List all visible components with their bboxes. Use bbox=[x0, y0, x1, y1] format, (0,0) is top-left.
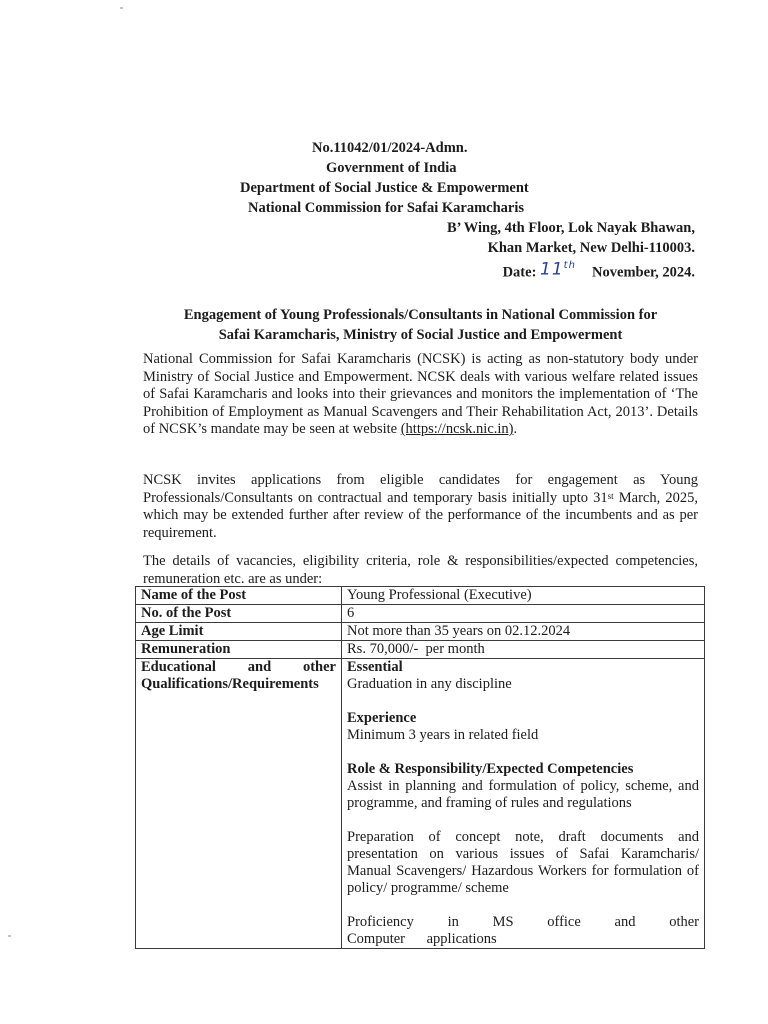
department-name: Department of Social Justice & Empowerment bbox=[240, 180, 529, 196]
scan-speck bbox=[8, 935, 11, 937]
qualifications-details bbox=[342, 659, 705, 949]
subject-line-2: Safai Karamcharis, Ministry of Social Justice and Empowerment bbox=[218, 327, 623, 343]
qualifications-label: Educational and other Qualifications/Requirements bbox=[136, 659, 342, 949]
experience-title: Experience bbox=[347, 710, 417, 726]
table-row bbox=[136, 623, 705, 641]
row-label: No. of the Post bbox=[136, 605, 342, 623]
scan-speck bbox=[120, 7, 123, 9]
row-value: Rs. 70,000/- per month bbox=[342, 641, 705, 659]
paragraph-details-intro: The details of vacancies, eligibility criteria, role & responsibilities/expected competencies, remuneration etc. are as under: bbox=[143, 553, 698, 587]
paragraph-intro: National Commission for Safai Karamcharis (NCSK) is acting as non-statutory body under Ministry of Social Justice and Empowerment. NCSK deals with various welfare related issues of Safai Karamcharis and looks into their grievances and monitors the implementation of ‘The Prohibition of Employment as Manual Scavengers and Their Rehabilitation Act, 2013’. Details of NCSK’s mandate may be seen at website (https://ncsk.nic.in). bbox=[143, 351, 698, 437]
table-row bbox=[136, 641, 705, 659]
table-row bbox=[136, 605, 705, 623]
row-value: Not more than 35 years on 02.12.2024 bbox=[342, 623, 705, 641]
commission-name: National Commission for Safai Karamcharis bbox=[248, 200, 525, 216]
date-month-year: November, 2024. bbox=[592, 264, 695, 281]
reference-number: No.11042/01/2024-Admn. bbox=[312, 140, 468, 156]
row-value: Young Professional (Executive) bbox=[342, 587, 705, 605]
row-value: 6 bbox=[342, 605, 705, 623]
date-line bbox=[447, 258, 695, 283]
role-item: Proficiency in MS office and other Computer applications bbox=[347, 914, 699, 947]
letterhead bbox=[240, 138, 529, 218]
address-line-2: Khan Market, New Delhi-110003. bbox=[487, 240, 695, 256]
address-line-1: B’ Wing, 4th Floor, Lok Nayak Bhawan, bbox=[446, 220, 695, 236]
vacancy-table bbox=[135, 586, 705, 949]
role-item: Preparation of concept note, draft documents and presentation on various issues of Safai Karamcharis/ Manual Scavengers/ Hazardous Workers for formulation of policy/ programme/ scheme bbox=[347, 829, 699, 896]
essential-title: Essential bbox=[347, 659, 403, 675]
essential-text: Graduation in any discipline bbox=[347, 676, 512, 692]
paragraph-invitation: NCSK invites applications from eligible candidates for engagement as Young Professionals/Consultants on contractual and temporary basis initially upto 31st March, 2025, which may be extended further after review of the performance of the incumbents and as per requirement. bbox=[143, 472, 698, 541]
intro-text: National Commission for Safai Karamcharis (NCSK) is acting as non-statutory body under Ministry of Social Justice and Empowerment. NCSK deals with various welfare related issues of Safai Karamcharis and looks into their grievances and monitors the implementation of ‘The Prohibition of Employment as Manual Scavengers and Their Rehabilitation Act, 2013’. Details of NCSK’s mandate may be seen at website bbox=[143, 351, 698, 437]
subject-line-1: Engagement of Young Professionals/Consultants in National Commission for bbox=[183, 307, 658, 323]
website-link[interactable]: (https://ncsk.nic.in) bbox=[400, 421, 514, 437]
row-label: Name of the Post bbox=[136, 587, 342, 605]
handwritten-date-day: 11th bbox=[540, 259, 576, 280]
row-label: Age Limit bbox=[136, 623, 342, 641]
address-block bbox=[447, 218, 695, 283]
experience-text: Minimum 3 years in related field bbox=[347, 727, 539, 743]
role-title: Role & Responsibility/Expected Competencies bbox=[347, 761, 634, 777]
date-label: Date: bbox=[502, 264, 537, 281]
subject-heading bbox=[143, 305, 698, 345]
government-name: Government of India bbox=[326, 160, 457, 176]
table-row-qualifications bbox=[136, 659, 705, 949]
table-row bbox=[136, 587, 705, 605]
row-label: Remuneration bbox=[136, 641, 342, 659]
role-item: Assist in planning and formulation of policy, scheme, and programme, and framing of rules and regulations bbox=[347, 778, 699, 811]
